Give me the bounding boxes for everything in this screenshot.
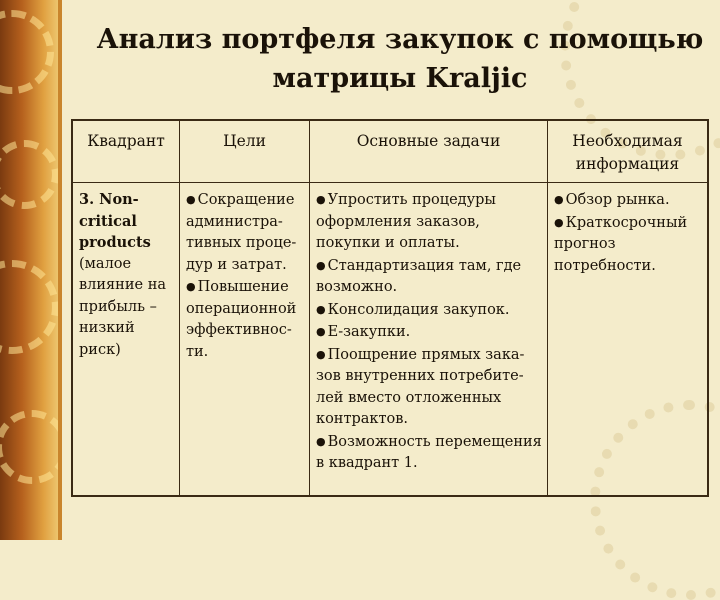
list-item [316, 189, 542, 212]
list-item [316, 233, 542, 255]
quadrant-description-text: низкий [79, 320, 135, 336]
list-item-text: Обзор рынка. [565, 192, 670, 208]
cell-info [548, 183, 708, 496]
list-item [554, 256, 702, 278]
slide-title [90, 20, 710, 98]
list-item [186, 189, 304, 212]
list-item-text: Е-закупки. [327, 324, 411, 340]
header-info [548, 121, 708, 183]
bullet-icon: ● [316, 302, 326, 316]
quadrant-name-text: 3. Non- [79, 191, 139, 208]
list-item [316, 453, 542, 475]
quadrant-description-text: риск) [79, 341, 121, 358]
table-row [73, 183, 708, 496]
list-item-text: потребности. [554, 257, 656, 274]
kraljic-table [71, 119, 709, 497]
list-item [316, 255, 542, 278]
list-item [554, 234, 702, 256]
list-item [186, 276, 304, 299]
list-item-text: Консолидация закупок. [327, 301, 510, 318]
list-item [186, 320, 304, 342]
cell-goals [180, 183, 310, 496]
bullet-icon: ● [316, 325, 326, 338]
list-item-text: Повышение [197, 279, 289, 295]
list-item [554, 212, 702, 235]
bullet-icon: ● [316, 258, 326, 272]
list-item-text: Упростить процедуры [327, 192, 496, 208]
list-item [316, 277, 542, 299]
list-item-text: ти. [186, 343, 209, 360]
list-item-text: Краткосрочный [565, 214, 688, 231]
list-item-text: зов внутренних потребите- [316, 368, 524, 384]
list-item [316, 431, 542, 454]
list-item [186, 342, 304, 364]
list-item-text: прогноз [554, 236, 616, 252]
cell-tasks [310, 183, 548, 496]
gear-decoration-icon [0, 410, 62, 484]
list-item-text: Возможность перемещения [327, 433, 542, 450]
list-item-text: дур и затрат. [186, 256, 287, 273]
header-text: Цели [223, 132, 266, 150]
bullet-icon: ● [554, 215, 564, 229]
quadrant-description-text: прибыль – [79, 298, 157, 315]
list-item-text: Поощрение прямых зака- [327, 346, 525, 363]
list-item-text: тивных проце- [186, 235, 297, 251]
list-item [554, 189, 702, 212]
list-item [186, 255, 304, 277]
list-item [186, 212, 304, 234]
header-text: Необходимая [572, 132, 683, 150]
bullet-icon: ● [186, 280, 196, 293]
quadrant-name-text: products [79, 234, 151, 251]
header-text: информация [575, 155, 680, 173]
list-item-text: эффективнос- [186, 322, 292, 338]
decorative-gear-strip [0, 0, 62, 540]
list-item [316, 344, 542, 367]
list-item-text: Стандартизация там, где [327, 257, 522, 274]
bullet-icon: ● [554, 193, 564, 206]
bullet-icon: ● [186, 193, 196, 206]
list-item-text: операционной [186, 300, 297, 317]
list-item [316, 409, 542, 431]
quadrant-description-text: влияние на [79, 277, 167, 293]
header-text: Основные задачи [356, 132, 501, 150]
quadrant-name-text: critical [79, 212, 137, 230]
header-tasks [310, 121, 548, 183]
header-text: Квадрант [87, 132, 165, 150]
list-item [316, 388, 542, 410]
header-goals [180, 121, 310, 183]
list-item-text: оформления заказов, [316, 213, 480, 230]
bullet-icon: ● [316, 347, 326, 361]
gear-decoration-icon [0, 140, 59, 209]
list-item-text: возможно. [316, 279, 398, 295]
gear-decoration-icon [0, 10, 54, 94]
list-item-text: контрактов. [316, 411, 408, 427]
list-item [316, 321, 542, 344]
list-item [316, 212, 542, 234]
list-item-text: покупки и оплаты. [316, 235, 460, 251]
list-item-text: лей вместо отложенных [316, 389, 502, 406]
list-item [186, 299, 304, 321]
list-item-text: в квадрант 1. [316, 455, 418, 471]
bullet-icon: ● [316, 434, 326, 448]
cell-quadrant [73, 183, 180, 496]
title-line-2: матрицы Kraljic [272, 63, 528, 94]
title-line-1: Анализ портфеля закупок с помощью [96, 24, 704, 55]
gear-decoration-icon [0, 260, 59, 354]
list-item [186, 233, 304, 255]
strip-edge-line [58, 0, 62, 540]
list-item-text: администра- [186, 213, 283, 230]
header-quadrant [73, 121, 180, 183]
list-item [316, 366, 542, 388]
list-item-text: Сокращение [197, 192, 295, 208]
bullet-icon: ● [316, 193, 326, 206]
list-item [316, 299, 542, 322]
quadrant-description-text: (малое [79, 255, 132, 272]
